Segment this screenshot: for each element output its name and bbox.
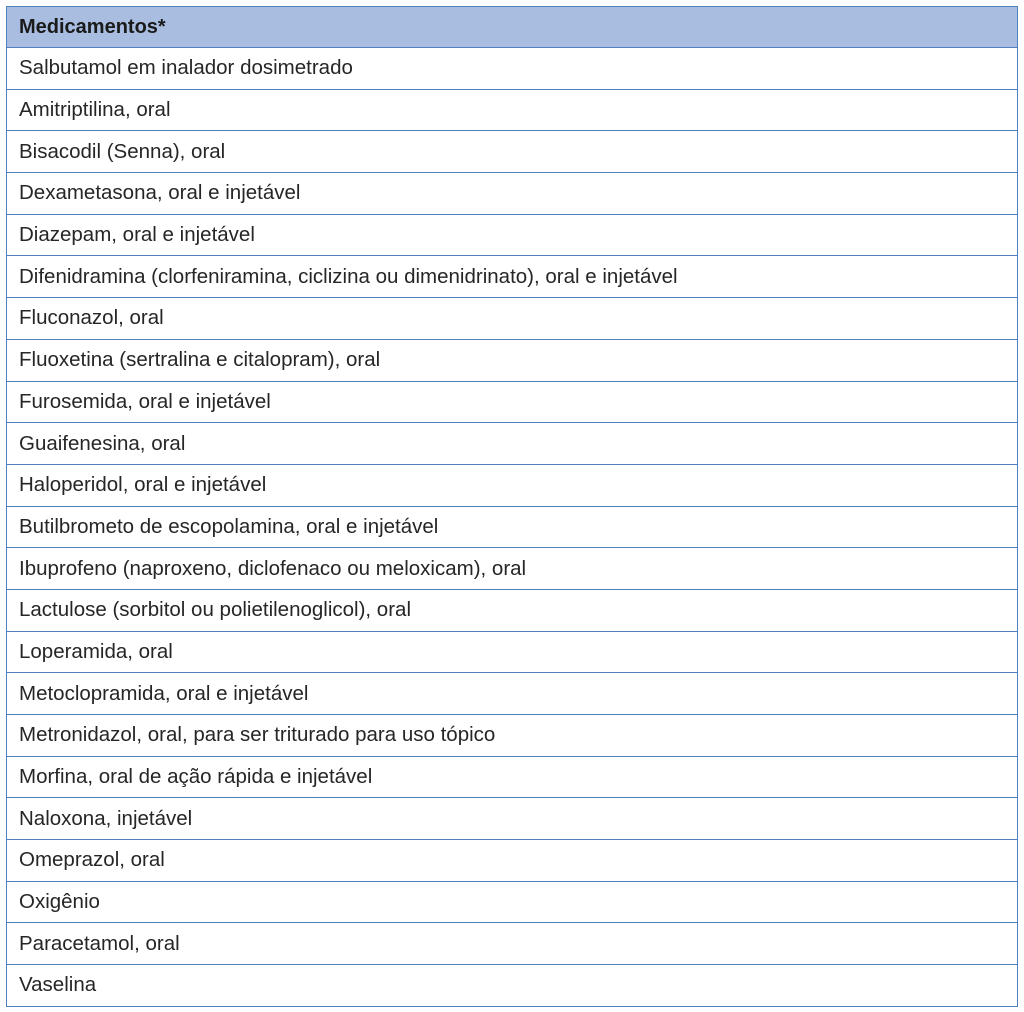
table-row [7,798,1018,840]
table-row [7,840,1018,882]
table-row [7,715,1018,757]
table-cell: Morfina, oral de ação rápida e injetável [7,756,1018,798]
table-row [7,923,1018,965]
table-cell: Oxigênio [7,881,1018,923]
table-cell: Butilbrometo de escopolamina, oral e injetável [7,506,1018,548]
table-row [7,256,1018,298]
table-row [7,756,1018,798]
table-row [7,673,1018,715]
table-cell: Loperamida, oral [7,631,1018,673]
table-cell: Dexametasona, oral e injetável [7,173,1018,215]
table-row [7,464,1018,506]
table-cell: Metronidazol, oral, para ser triturado para uso tópico [7,715,1018,757]
table-row [7,881,1018,923]
column-header-medicamentos: Medicamentos* [7,7,1018,48]
table-cell: Metoclopramida, oral e injetável [7,673,1018,715]
table-cell: Ibuprofeno (naproxeno, diclofenaco ou meloxicam), oral [7,548,1018,590]
table-row [7,89,1018,131]
table-row [7,381,1018,423]
table-cell: Difenidramina (clorfeniramina, ciclizina ou dimenidrinato), oral e injetável [7,256,1018,298]
table-cell: Paracetamol, oral [7,923,1018,965]
table-row [7,214,1018,256]
table-cell: Salbutamol em inalador dosimetrado [7,48,1018,90]
medications-table [6,6,1018,1007]
table-row [7,48,1018,90]
table-row [7,173,1018,215]
table-cell: Guaifenesina, oral [7,423,1018,465]
table-row [7,589,1018,631]
table-cell: Bisacodil (Senna), oral [7,131,1018,173]
table-row [7,298,1018,340]
table-row [7,131,1018,173]
table-cell: Vaselina [7,965,1018,1007]
table-header-row [7,7,1018,48]
table-cell: Amitriptilina, oral [7,89,1018,131]
table-cell: Naloxona, injetável [7,798,1018,840]
table-row [7,423,1018,465]
table-cell: Furosemida, oral e injetável [7,381,1018,423]
table-cell: Lactulose (sorbitol ou polietilenoglicol), oral [7,589,1018,631]
table-cell: Diazepam, oral e injetável [7,214,1018,256]
table-row [7,506,1018,548]
table-row [7,965,1018,1007]
table-cell: Fluoxetina (sertralina e citalopram), oral [7,339,1018,381]
table-cell: Haloperidol, oral e injetável [7,464,1018,506]
table-cell: Omeprazol, oral [7,840,1018,882]
table-row [7,631,1018,673]
table-cell: Fluconazol, oral [7,298,1018,340]
table-row [7,548,1018,590]
table-row [7,339,1018,381]
table-body [7,48,1018,1007]
